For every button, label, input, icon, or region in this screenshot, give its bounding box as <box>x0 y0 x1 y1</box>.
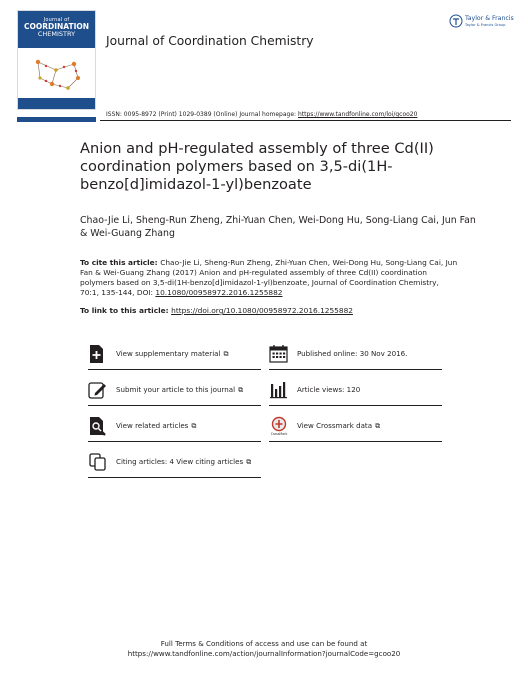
cover-footer-band <box>18 98 96 109</box>
citation-label: To cite this article: <box>80 258 161 267</box>
header-rule-accent <box>17 117 96 122</box>
published-date: Published online: 30 Nov 2016. <box>297 349 408 358</box>
header-rule <box>100 120 511 121</box>
cover-label-main: COORDINATION <box>23 22 90 31</box>
published-online-info <box>269 342 442 370</box>
plus-document-icon <box>88 344 108 364</box>
cover-header <box>18 11 95 48</box>
view-related-articles[interactable] <box>88 414 261 442</box>
submit-article[interactable] <box>88 378 261 406</box>
crossmark-label: View Crossmark data <box>297 421 373 430</box>
article-link-label: To link to this article: <box>80 306 172 315</box>
issn-line <box>106 111 417 118</box>
external-link-icon: ⧉ <box>246 458 252 466</box>
citation-doi-link[interactable]: 10.1080/00958972.2016.1255882 <box>155 288 283 297</box>
citation-block <box>80 258 460 298</box>
pencil-edit-icon <box>88 380 108 400</box>
external-link-icon: ⧉ <box>238 386 244 394</box>
article-doi-link[interactable]: https://doi.org/10.1080/00958972.2016.1255882 <box>171 306 353 315</box>
supplementary-label: View supplementary material <box>116 349 221 358</box>
citing-articles-icon <box>88 452 108 472</box>
citing-label: Citing articles: 4 View citing articles <box>116 457 244 466</box>
journal-homepage-link[interactable]: https://www.tandfonline.com/loi/gcoo20 <box>297 111 418 118</box>
cover-label-sub: CHEMISTRY <box>37 30 76 38</box>
view-crossmark-data[interactable] <box>269 414 442 442</box>
bar-chart-icon <box>269 380 289 400</box>
footer-terms-url[interactable]: https://www.tandfonline.com/action/journalInformation?journalCode=gcoo20 <box>127 649 401 658</box>
article-link-block <box>80 306 460 315</box>
molecule-illustration <box>18 48 96 100</box>
related-label: View related articles <box>116 421 189 430</box>
cover-label-top: Journal of <box>43 17 70 23</box>
view-supplementary-material[interactable] <box>88 342 261 370</box>
issn-text: ISSN: 0095-8972 (Print) 1029-0389 (Online) Journal homepage: <box>106 111 298 118</box>
taylor-francis-logo[interactable] <box>449 14 514 34</box>
taylor-francis-logo-icon <box>449 14 463 28</box>
external-link-icon: ⧉ <box>223 350 229 358</box>
journal-title: Journal of Coordination Chemistry <box>106 34 314 48</box>
citing-articles[interactable] <box>88 450 261 478</box>
article-views: Article views: 120 <box>297 385 361 394</box>
external-link-icon: ⧉ <box>375 422 381 430</box>
footer-terms-text: Full Terms & Conditions of access and use can be found at <box>160 639 368 648</box>
publisher-subtitle: Taylor & Francis Group <box>465 23 506 27</box>
publisher-name: Taylor & Francis <box>465 15 514 22</box>
submit-label: Submit your article to this journal <box>116 385 236 394</box>
article-views-info <box>269 378 442 406</box>
crossmark-icon <box>269 416 289 436</box>
crossmark-icon-label: CrossMark <box>270 432 288 436</box>
article-authors: Chao-Jie Li, Sheng-Run Zheng, Zhi-Yuan Chen, Wei-Dong Hu, Song-Liang Cai, Jun Fan & Wei-Guang Zhang <box>80 215 476 239</box>
footer <box>0 639 528 659</box>
search-document-icon <box>88 416 108 436</box>
citation-text: Chao-Jie Li, Sheng-Run Zheng, Zhi-Yuan Chen, Wei-Dong Hu, Song-Liang Cai, Jun Fan & Wei-Guang Zhang (2017) Anion and pH-regulated assembly of three Cd(II) coordination polymers based on 3,5-di(1H-benzo[d]imidazol-1-yl)benzoate, Journal of Coordination Chemistry, 70:1, 135-144, DOI: <box>80 258 458 297</box>
calendar-icon <box>269 344 289 364</box>
external-link-icon: ⧉ <box>191 422 197 430</box>
article-title: Anion and pH-regulated assembly of three Cd(II) coordination polymers based on 3,5-di(1H-benzo[d]imidazol-1-yl)benzoate <box>80 140 434 193</box>
journal-cover-image <box>17 10 96 110</box>
